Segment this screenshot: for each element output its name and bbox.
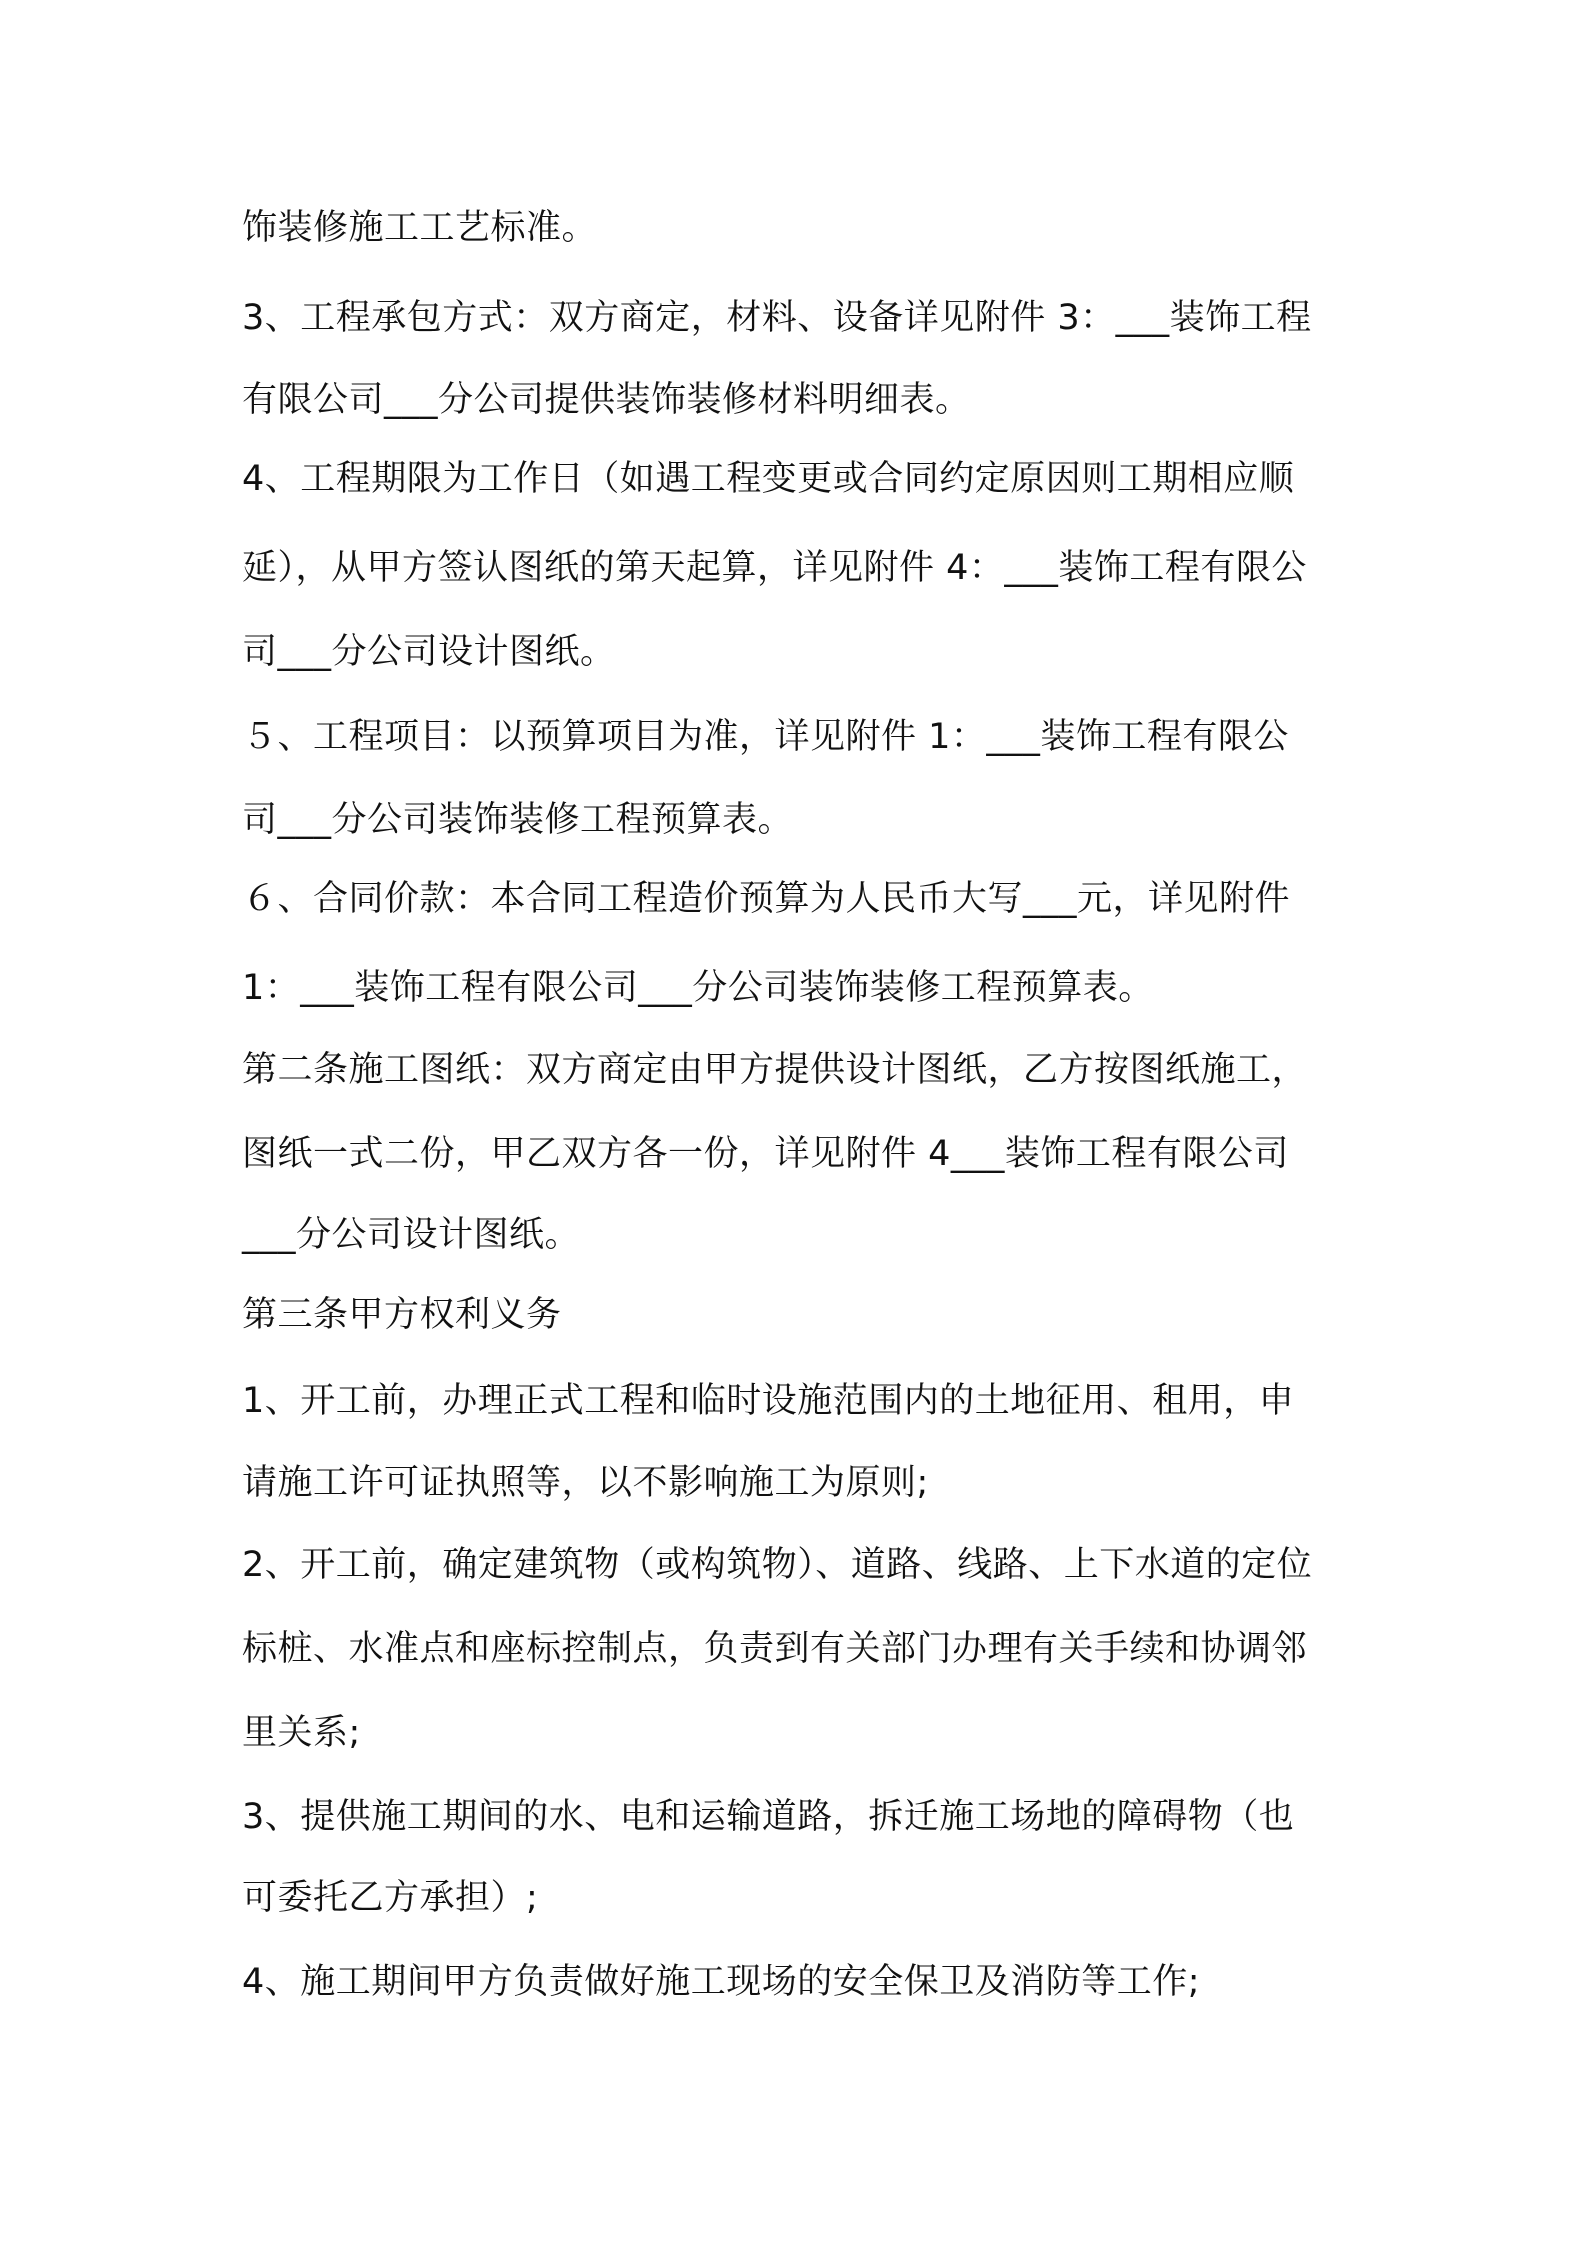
text-line-18: 标桩、水准点和座标控制点，负责到有关部门办理有关手续和协调邻 <box>242 1629 1308 1669</box>
text-line-1: 饰装修施工工艺标准。 <box>242 208 598 248</box>
text-line-6: 司___分公司设计图纸。 <box>242 632 616 672</box>
text-line-9: ６、合同价款：本合同工程造价预算为人民币大写___元，详见附件 <box>242 879 1291 919</box>
text-line-7: ５、工程项目：以预算项目为准，详见附件 1：___装饰工程有限公 <box>242 717 1289 757</box>
text-line-12: 图纸一式二份，甲乙双方各一份，详见附件 4___装饰工程有限公司 <box>242 1134 1289 1174</box>
text-line-14: 第三条甲方权利义务 <box>242 1295 562 1335</box>
text-line-22: 4、施工期间甲方负责做好施工现场的安全保卫及消防等工作; <box>242 1962 1201 2002</box>
text-line-8: 司___分公司装饰装修工程预算表。 <box>242 800 794 840</box>
text-line-13: ___分公司设计图纸。 <box>242 1215 581 1255</box>
text-line-15: 1、开工前，办理正式工程和临时设施范围内的土地征用、租用，申 <box>242 1381 1295 1421</box>
text-line-5: 延），从甲方签认图纸的第天起算，详见附件 4：___装饰工程有限公 <box>242 548 1307 588</box>
text-line-11: 第二条施工图纸：双方商定由甲方提供设计图纸，乙方按图纸施工， <box>242 1050 1308 1090</box>
text-line-10: 1：___装饰工程有限公司___分公司装饰装修工程预算表。 <box>242 968 1154 1008</box>
text-line-2: 3、工程承包方式：双方商定，材料、设备详见附件 3：___装饰工程 <box>242 298 1312 338</box>
text-line-4: 4、工程期限为工作日（如遇工程变更或合同约定原因则工期相应顺 <box>242 459 1295 499</box>
text-line-16: 请施工许可证执照等，以不影响施工为原则; <box>242 1463 929 1503</box>
text-line-3: 有限公司___分公司提供装饰装修材料明细表。 <box>242 380 971 420</box>
text-line-19: 里关系; <box>242 1713 361 1753</box>
text-line-21: 可委托乙方承担）; <box>242 1878 539 1918</box>
text-line-20: 3、提供施工期间的水、电和运输道路，拆迁施工场地的障碍物（也 <box>242 1797 1295 1837</box>
text-line-17: 2、开工前，确定建筑物（或构筑物）、道路、线路、上下水道的定位 <box>242 1545 1313 1585</box>
